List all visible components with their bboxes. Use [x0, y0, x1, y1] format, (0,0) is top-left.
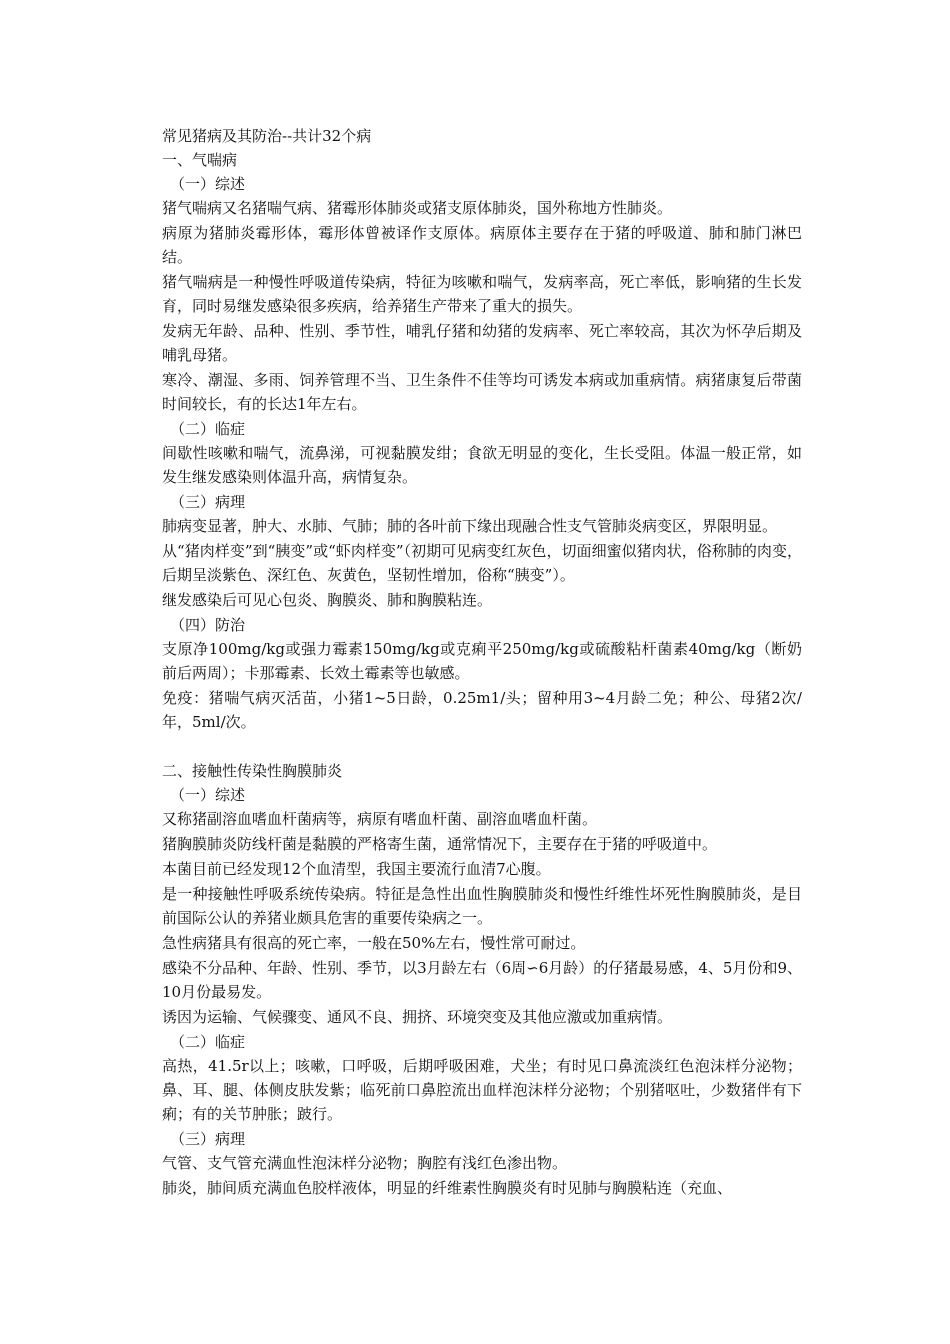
- subsection-title: （三）病理: [170, 1130, 246, 1148]
- subsection-title: （一）综述: [170, 786, 246, 804]
- section-title: 一、气喘病: [162, 151, 238, 169]
- document-body: [162, 124, 802, 1201]
- document-title: 常见猪病及其防治--共计32个病: [162, 127, 372, 145]
- subsection-title: （四）防治: [170, 616, 246, 634]
- paragraph: 支原净100mg/kg或强力霉素150mg/kg或克痢平250mg/kg或硫酸粘杆菌素40mg/kg（断奶前后两周）；卡那霉素、长效土霉素等也敏感。: [162, 640, 802, 682]
- paragraph: 病原为猪肺炎霉形体，霉形体曾被译作支原体。病原体主要存在于猪的呼吸道、肺和肺门淋巴结。: [162, 224, 802, 266]
- paragraph: 从“猪肉样变”到“胰变”或“虾肉样变”（初期可见病变红灰色，切面细蜜似猪肉状，俗称肺的肉变，后期呈淡紫色、深红色、灰黄色，坚韧性增加，俗称“胰变”）。: [162, 542, 802, 584]
- paragraph: 肺炎，肺间质充满血色胶样液体，明显的纤维素性胸膜炎有时见肺与胸膜粘连（充血、: [162, 1179, 733, 1197]
- paragraph: 本菌目前已经发现12个血清型，我国主要流行血清7心腹。: [162, 860, 551, 878]
- paragraph: 肺病变显著，肿大、水肺、气肺；肺的各叶前下缘出现融合性支气管肺炎病变区，界限明显。: [162, 517, 778, 535]
- subsection-title: （三）病理: [170, 493, 246, 511]
- paragraph: 继发感染后可见心包炎、胸膜炎、肺和胸膜粘连。: [162, 591, 493, 609]
- paragraph: 猪气喘病是一种慢性呼吸道传染病，特征为咳嗽和喘气，发病率高，死亡率低，影响猪的生长发育，同时易继发感染很多疾病，给养猪生产带来了重大的损失。: [162, 273, 802, 315]
- subsection-title: （二）临症: [170, 1033, 246, 1051]
- paragraph: 急性病猪具有很高的死亡率，一般在50%左右，慢性常可耐过。: [162, 934, 586, 952]
- paragraph: 高热，41.5r以上；咳嗽，口呼吸，后期呼吸困难，犬坐；有时见口鼻流淡红色泡沫样分泌物；鼻、耳、腿、体侧皮肤发紫；临死前口鼻腔流出血样泡沫样分泌物；个别猪呕吐，少数猪伴有下痢；有的关节肿胀；跛行。: [162, 1057, 802, 1123]
- section-title: 二、接触性传染性胸膜肺炎: [162, 762, 343, 780]
- paragraph: 发病无年龄、品种、性别、季节性，哺乳仔猪和幼猪的发病率、死亡率较高，其次为怀孕后期及哺乳母猪。: [162, 322, 802, 364]
- paragraph: 免疫：猪喘气病灭活苗，小猪1~5日龄，0.25m1/头；留种用3~4月龄二免；种公、母猪2次/年，5ml/次。: [162, 689, 802, 731]
- paragraph: 猪胸膜肺炎防线杆菌是黏膜的严格寄生菌，通常情况下，主要存在于猪的呼吸道中。: [162, 835, 718, 853]
- paragraph: 感染不分品种、年龄、性别、季节，以3月龄左右（6周∽6月龄）的仔猪最易感，4、5月份和9、10月份最易发。: [162, 959, 802, 1001]
- paragraph: 气管、支气管充满血性泡沫样分泌物；胸腔有浅红色渗出物。: [162, 1154, 568, 1172]
- section-spacer: [162, 735, 802, 759]
- paragraph: 间歇性咳嗽和喘气，流鼻涕，可视黏膜发绀；食欲无明显的变化，生长受阻。体温一般正常，如发生继发感染则体温升高，病情复杂。: [162, 444, 802, 486]
- subsection-title: （二）临症: [170, 420, 246, 438]
- paragraph: 是一种接触性呼吸系统传染病。特征是急性出血性胸膜肺炎和慢性纤维性坏死性胸膜肺炎，是目前国际公认的养猪业颇具危害的重要传染病之一。: [162, 885, 802, 927]
- paragraph: 又称猪副溶血嗜血杆菌病等，病原有嗜血杆菌、副溶血嗜血杆菌。: [162, 810, 598, 828]
- paragraph: 诱因为运输、气候骤变、通风不良、拥挤、环境突变及其他应激或加重病情。: [162, 1008, 673, 1026]
- subsection-title: （一）综述: [170, 175, 246, 193]
- paragraph: 猪气喘病又名猪喘气病、猪霉形体肺炎或猪支原体肺炎，国外称地方性肺炎。: [162, 199, 673, 217]
- paragraph: 寒冷、潮湿、多雨、饲养管理不当、卫生条件不佳等均可诱发本病或加重病情。病猪康复后带菌时间较长，有的长达1年左右。: [162, 371, 802, 413]
